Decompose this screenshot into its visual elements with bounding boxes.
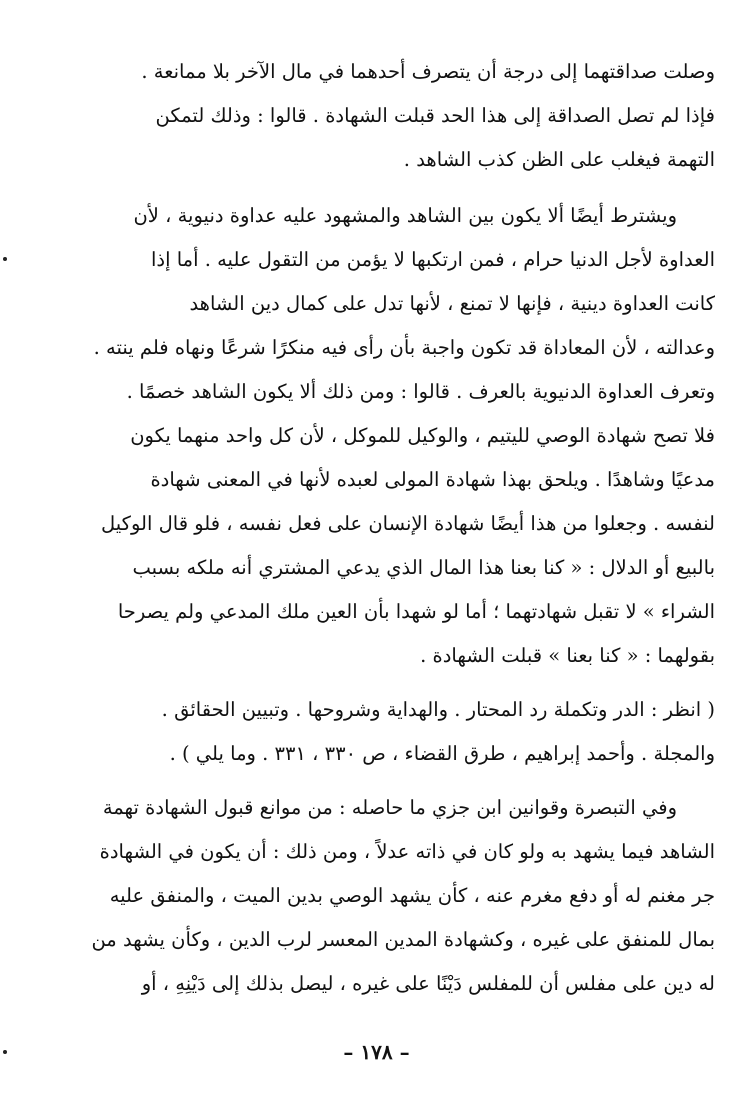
paragraph-friendship [55, 50, 715, 182]
text-line: وفي التبصرة وقوانين ابن جزي ما حاصله : من موانع قبول الشهادة تهمة [102, 796, 677, 819]
text-line: التهمة فيغلب على الظن كذب الشاهد . [403, 148, 715, 171]
book-page [55, 50, 715, 1006]
text-line: بمال للمنفق على غيره ، وكشهادة المدين المعسر لرب الدين ، وكأن يشهد من [91, 928, 715, 951]
text-line: وتعرف العداوة الدنيوية بالعرف . قالوا : ومن ذلك ألا يكون الشاهد خصمًا . [126, 380, 715, 403]
text-line: بقولهما : « كنا بعنا » قبلت الشهادة . [420, 644, 715, 667]
text-line: بالبيع أو الدلال : « كنا بعنا هذا المال الذي يدعي المشتري أنه ملكه بسبب [132, 556, 715, 579]
text-line: جر مغنم له أو دفع مغرم عنه ، كأن يشهد الوصي بدين الميت ، والمنفق عليه [109, 884, 715, 907]
text-line: ( انظر : الدر وتكملة رد المحتار . والهداية وشروحها . وتبيين الحقائق . [161, 698, 715, 721]
paragraph-tabsira [55, 786, 715, 1006]
text-line: الشراء » لا تقبل شهادتهما ؛ أما لو شهدا بأن العين ملك المدعي ولم يصرحا [117, 600, 715, 623]
text-line: له دين على مفلس أن للمفلس دَيْنًا على غيره ، ليصل بذلك إلى دَيْنِهِ ، أو [141, 972, 715, 995]
text-line: وصلت صداقتهما إلى درجة أن يتصرف أحدهما في مال الآخر بلا ممانعة . [141, 60, 715, 83]
text-line: مدعيًا وشاهدًا . ويلحق بهذا شهادة المولى لعبده لأنها في المعنى شهادة [150, 468, 715, 491]
text-line: فإذا لم تصل الصداقة إلى هذا الحد قبلت الشهادة . قالوا : وذلك لتمكن [155, 104, 715, 127]
page-number: – ١٧٨ – [343, 1040, 410, 1064]
text-line: ويشترط أيضًا ألا يكون بين الشاهد والمشهود عليه عداوة دنيوية ، لأن [133, 204, 677, 227]
text-line: وعدالته ، لأن المعاداة قد تكون واجبة بأن رأى فيه منكرًا شرعًا ونهاه فلم ينته . [93, 336, 715, 359]
text-line: العداوة لأجل الدنيا حرام ، فمن ارتكبها لا يؤمن من التقول عليه . أما إذا [150, 248, 715, 271]
text-line: لنفسه . وجعلوا من هذا أيضًا شهادة الإنسان على فعل نفسه ، فلو قال الوكيل [101, 512, 715, 535]
text-line: كانت العداوة دينية ، فإنها لا تمنع ، لأنها تدل على كمال دين الشاهد [189, 292, 715, 315]
text-line: والمجلة . وأحمد إبراهيم ، طرق القضاء ، ص ٣٣٠ ، ٣٣١ . وما يلي ) . [169, 742, 715, 765]
text-line: فلا تصح شهادة الوصي لليتيم ، والوكيل للموكل ، لأن كل واحد منهما يكون [130, 424, 715, 447]
text-line: الشاهد فيما يشهد به ولو كان في ذاته عدلاً ، ومن ذلك : أن يكون في الشهادة [99, 840, 715, 863]
paragraph-enmity [55, 194, 715, 678]
scan-mark [3, 1050, 7, 1054]
reference-note [55, 688, 715, 776]
scan-mark [3, 257, 7, 261]
